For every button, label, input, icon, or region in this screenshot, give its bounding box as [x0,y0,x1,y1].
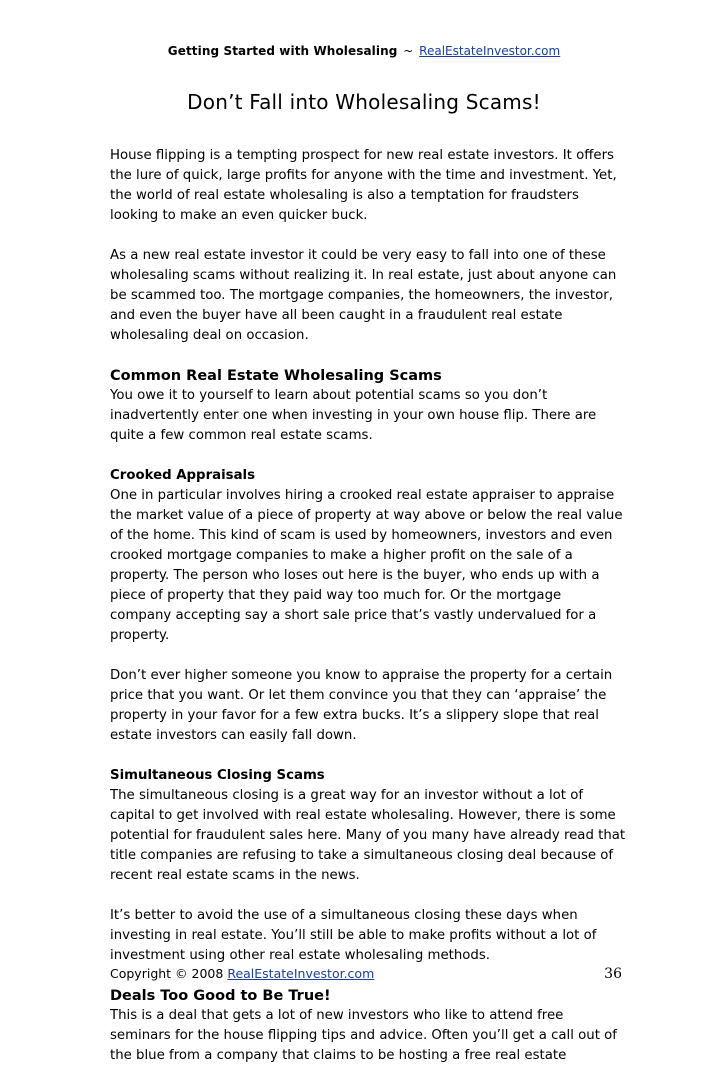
paragraph-crooked-appraisals: One in particular involves hiring a crooked real estate appraiser to appraise the market value of a piece of property at way above or below the real value of the home. This kind of scam is used by homeowners, investors and even crooked mortgage companies to make a higher profit on the sale of a property. The person who loses out here is the buyer, who ends up with a piece of property that they paid way too much for. Or the mortgage company accepting say a short sale price that’s vastly undervalued for a property. [110,488,623,643]
header-separator: ~ [403,44,414,58]
heading-simultaneous-closing: Simultaneous Closing Scams [110,768,325,783]
section-simultaneous-closing [110,766,626,886]
section-common-scams [110,366,626,446]
paragraph-deals-too-good: This is a deal that gets a lot of new investors who like to attend free seminars for the house flipping tips and advice. Often you’ll get a call out of the blue from a company that claims to be hosting a free real estate [110,1008,617,1063]
paragraph-new-investor: As a new real estate investor it could be very easy to fall into one of these wholesaling scams without realizing it. In real estate, just about anyone can be scammed too. The mortgage companies, the homeowners, the investor, and even the buyer have all been caught in a fraudulent real estate wholesaling deal on occasion. [110,248,617,343]
footer-copyright: Copyright © 2008 [110,966,224,981]
page-number: 36 [604,966,622,982]
paragraph-intro: House flipping is a tempting prospect for new real estate investors. It offers the lure of quick, large profits for anyone with the time and investment. Yet, the world of real estate wholesaling is also a temptation for fraudsters looking to make an even quicker buck. [110,148,617,223]
paragraph-appraisal-advice: Don’t ever higher someone you know to appraise the property for a certain price that you want. Or let them convince you that they can ‘appraise’ the property in your favor for a few extra bucks. It’s a slippery slope that real estate investors can easily fall down. [110,668,613,743]
page-title: Don’t Fall into Wholesaling Scams! [187,90,541,114]
heading-deals-too-good: Deals Too Good to Be True! [110,988,331,1004]
section-crooked-appraisals [110,466,626,646]
page-header [0,44,728,58]
footer-site-link[interactable]: RealEstateInvestor.com [227,966,375,981]
heading-common-scams: Common Real Estate Wholesaling Scams [110,368,442,384]
heading-crooked-appraisals: Crooked Appraisals [110,468,256,483]
paragraph-avoid-simultaneous: It’s better to avoid the use of a simultaneous closing these days when investing in real estate. You’ll still be able to make profits without a lot of investment using other real estate wholesaling methods. [110,908,597,963]
article-body [110,146,626,1086]
header-title: Getting Started with Wholesaling [167,44,398,58]
paragraph-simultaneous-closing: The simultaneous closing is a great way for an investor without a lot of capital to get involved with real estate wholesaling. However, there is some potential for fraudulent sales here. Many of you many have already read that title companies are refusing to take a simultaneous closing deal because of recent real estate scams in the news. [110,788,626,883]
header-site-link[interactable]: RealEstateInvestor.com [419,44,561,58]
page-footer [110,966,622,981]
paragraph-common-scams: You owe it to yourself to learn about potential scams so you don’t inadvertently enter one when investing in your own house flip. There are quite a few common real estate scams. [110,388,597,443]
section-deals-too-good [110,986,626,1066]
